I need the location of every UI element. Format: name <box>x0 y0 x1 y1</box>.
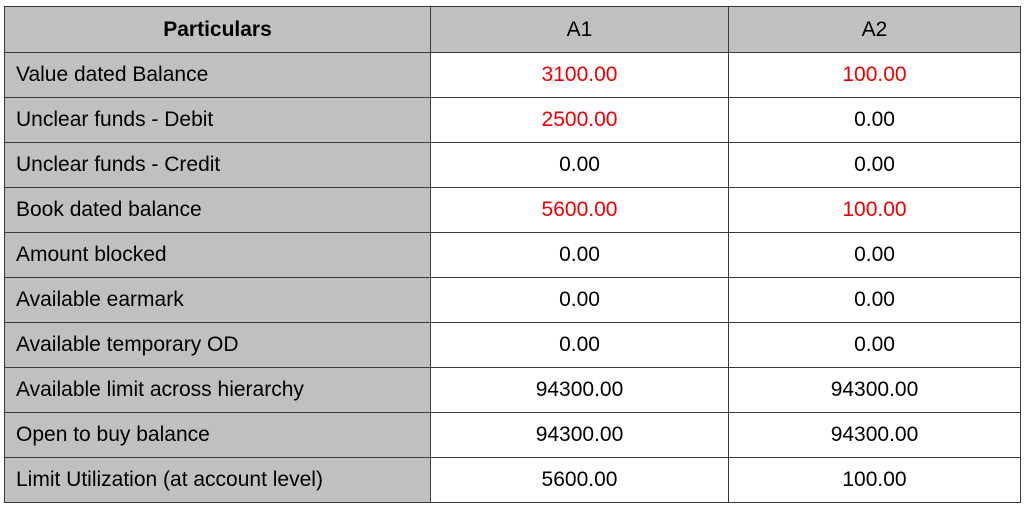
row-label: Value dated Balance <box>5 53 431 98</box>
table-row <box>5 323 1021 368</box>
row-label: Open to buy balance <box>5 413 431 458</box>
cell-a1: 0.00 <box>431 323 729 368</box>
row-label: Available earmark <box>5 278 431 323</box>
table-row <box>5 368 1021 413</box>
cell-a2: 0.00 <box>729 323 1021 368</box>
cell-a1: 5600.00 <box>431 188 729 233</box>
row-label: Unclear funds - Debit <box>5 98 431 143</box>
row-label: Available temporary OD <box>5 323 431 368</box>
cell-a2: 0.00 <box>729 143 1021 188</box>
cell-a1: 3100.00 <box>431 53 729 98</box>
table-header <box>5 7 1021 53</box>
table-body <box>5 53 1021 503</box>
column-header-particulars: Particulars <box>5 7 431 53</box>
row-label: Amount blocked <box>5 233 431 278</box>
cell-a1: 94300.00 <box>431 368 729 413</box>
table-row <box>5 458 1021 503</box>
row-label: Unclear funds - Credit <box>5 143 431 188</box>
balance-table <box>4 6 1021 503</box>
row-label: Book dated balance <box>5 188 431 233</box>
cell-a2: 94300.00 <box>729 413 1021 458</box>
row-label: Available limit across hierarchy <box>5 368 431 413</box>
table-row <box>5 98 1021 143</box>
cell-a1: 94300.00 <box>431 413 729 458</box>
cell-a2: 94300.00 <box>729 368 1021 413</box>
header-row <box>5 7 1021 53</box>
table-row <box>5 188 1021 233</box>
cell-a1: 0.00 <box>431 143 729 188</box>
table-row <box>5 53 1021 98</box>
table-row <box>5 278 1021 323</box>
column-header-a2: A2 <box>729 7 1021 53</box>
table-row <box>5 413 1021 458</box>
cell-a1: 5600.00 <box>431 458 729 503</box>
cell-a2: 100.00 <box>729 53 1021 98</box>
cell-a2: 0.00 <box>729 278 1021 323</box>
cell-a2: 0.00 <box>729 98 1021 143</box>
cell-a2: 0.00 <box>729 233 1021 278</box>
row-label: Limit Utilization (at account level) <box>5 458 431 503</box>
table-row <box>5 143 1021 188</box>
table-row <box>5 233 1021 278</box>
cell-a2: 100.00 <box>729 188 1021 233</box>
cell-a1: 0.00 <box>431 278 729 323</box>
column-header-a1: A1 <box>431 7 729 53</box>
cell-a2: 100.00 <box>729 458 1021 503</box>
cell-a1: 2500.00 <box>431 98 729 143</box>
cell-a1: 0.00 <box>431 233 729 278</box>
